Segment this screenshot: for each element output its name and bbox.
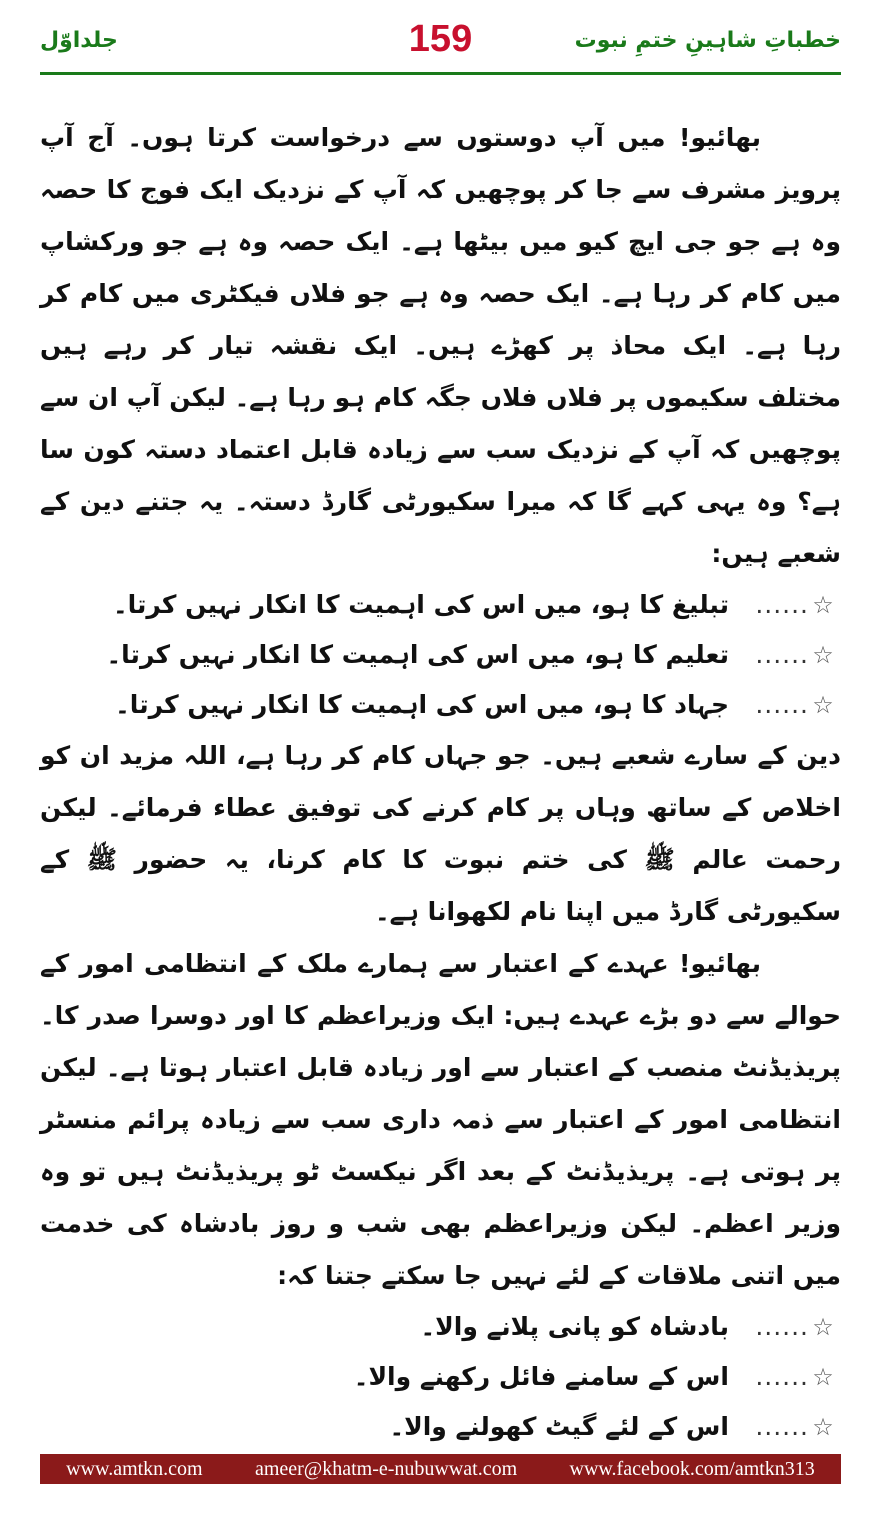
star-icon: ☆ <box>812 1363 834 1391</box>
list-item-text: جہاد کا ہو، میں اس کی اہمیت کا انکار نہیں کرتا۔ <box>115 690 729 719</box>
bullet-list-1 <box>40 580 841 730</box>
facebook-link[interactable]: www.facebook.com/amtkn313 <box>569 1457 815 1480</box>
star-icon: ☆ <box>812 1413 834 1441</box>
leader-dots: ...... <box>755 1362 809 1391</box>
list-item-text: اس کے لئے گیٹ کھولنے والا۔ <box>389 1412 729 1441</box>
star-icon: ☆ <box>812 1313 834 1341</box>
list-item-text: اس کے سامنے فائل رکھنے والا۔ <box>353 1362 729 1391</box>
email-link[interactable]: ameer@khatm-e-nubuwwat.com <box>254 1457 518 1480</box>
paragraph-1: بھائیو! میں آپ دوستوں سے درخواست کرتا ہوں۔ آج آپ پرویز مشرف سے جا کر پوچھیں کہ آپ کے نزدیک ایک فوج کا حصہ وہ ہے جو جی ایچ کیو میں بیٹھا ہے۔ ایک حصہ وہ ہے جو ورکشاپ میں کام کر رہا ہے۔ ایک حصہ وہ ہے جو فلاں فیکٹری میں کام کر رہا ہے۔ ایک محاذ پر کھڑے ہیں۔ ایک نقشہ تیار کر رہے ہیں مختلف سکیموں پر فلاں فلاں جگہ کام ہو رہا ہے۔ لیکن آپ ان سے پوچھیں کہ آپ کے نزدیک سب سے زیادہ قابل اعتماد دستہ کون سا ہے؟ وہ یہی کہے گا کہ میرا سکیورٹی گارڈ دستہ۔ یہ جتنے دین کے شعبے ہیں: <box>40 123 841 568</box>
page-footer <box>40 1454 841 1484</box>
list-item <box>40 580 841 630</box>
list-item <box>40 680 841 730</box>
volume-label: جلداوّل <box>40 28 118 53</box>
page-number: 159 <box>408 18 473 60</box>
leader-dots: ...... <box>755 1412 809 1441</box>
star-icon: ☆ <box>812 591 834 619</box>
bullet-list-2 <box>40 1302 841 1452</box>
list-item-text: بادشاہ کو پانی پلانے والا۔ <box>420 1312 729 1341</box>
page-header <box>40 14 841 70</box>
leader-dots: ...... <box>755 590 809 619</box>
leader-dots: ...... <box>755 1312 809 1341</box>
book-title: خطباتِ شاہینِ ختمِ نبوت <box>574 28 841 53</box>
leader-dots: ...... <box>755 690 809 719</box>
star-icon: ☆ <box>812 691 834 719</box>
list-item <box>40 1352 841 1402</box>
list-item <box>40 1402 841 1452</box>
website-link[interactable]: www.amtkn.com <box>66 1457 203 1480</box>
paragraph-3: بھائیو! عہدے کے اعتبار سے ہمارے ملک کے انتظامی امور کے حوالے سے دو بڑے عہدے ہیں: ایک وزیراعظم کا اور دوسرا صدر کا۔ پریذیڈنٹ منصب کے اعتبار سے اور زیادہ قابل اعتبار ہوتا ہے۔ لیکن انتظامی امور کے اعتبار سے ذمہ داری سب سے زیادہ پرائم منسٹر پر ہوتی ہے۔ پریذیڈنٹ کے بعد اگر نیکسٹ ٹو پریذیڈنٹ ہیں تو وہ وزیر اعظم۔ لیکن وزیراعظم بھی شب و روز بادشاہ کی خدمت میں اتنی ملاقات کے لئے نہیں جا سکتے جتنا کہ: <box>40 949 841 1290</box>
paragraph-2: دین کے سارے شعبے ہیں۔ جو جہاں کام کر رہا ہے، اللہ مزید ان کو اخلاص کے ساتھ وہاں پر کام کرنے کی توفیق عطاء فرمائے۔ لیکن رحمت عالم ﷺ کی ختم نبوت کا کام کرنا، یہ حضور ﷺ کے سکیورٹی گارڈ میں اپنا نام لکھوانا ہے۔ <box>40 741 841 926</box>
list-item-text: تعلیم کا ہو، میں اس کی اہمیت کا انکار نہیں کرتا۔ <box>106 640 729 669</box>
page-body <box>40 112 841 1452</box>
list-item-text: تبلیغ کا ہو، میں اس کی اہمیت کا انکار نہیں کرتا۔ <box>112 590 729 619</box>
header-divider <box>40 72 841 75</box>
list-item <box>40 1302 841 1352</box>
star-icon: ☆ <box>812 641 834 669</box>
list-item <box>40 630 841 680</box>
leader-dots: ...... <box>755 640 809 669</box>
